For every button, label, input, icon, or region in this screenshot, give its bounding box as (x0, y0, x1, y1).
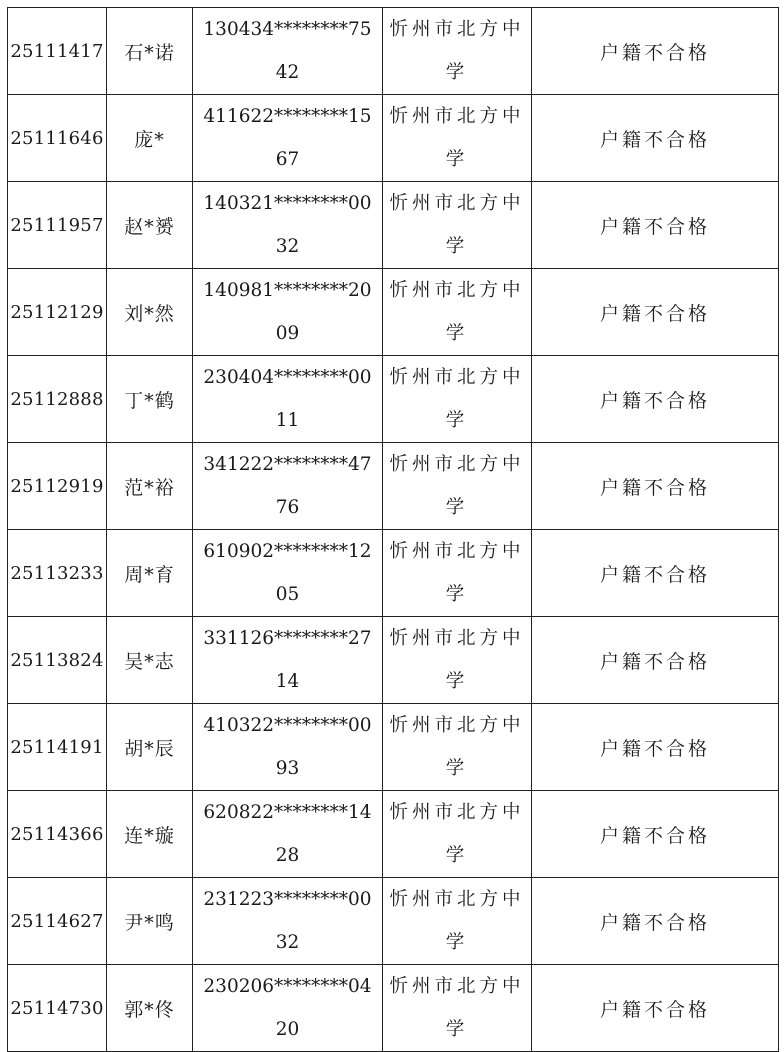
school-line-1: 忻州市北方中 (389, 628, 525, 649)
student-name-cell: 尹*鸣 (107, 878, 193, 965)
school-line-2: 学 (445, 149, 469, 170)
school-line-2: 学 (445, 584, 469, 605)
id-number-line-2: 76 (275, 497, 300, 518)
table-row (8, 530, 779, 617)
exam-number-cell: 25114366 (8, 791, 107, 878)
school-line-2: 学 (445, 671, 469, 692)
reason-cell: 户籍不合格 (532, 443, 779, 530)
student-name-cell: 庞* (107, 95, 193, 182)
table-row (8, 617, 779, 704)
id-number-line-2: 14 (275, 671, 300, 692)
reason-cell: 户籍不合格 (532, 530, 779, 617)
id-number-line-2: 05 (275, 584, 300, 605)
school-line-2: 学 (445, 845, 469, 866)
student-name-cell: 范*裕 (107, 443, 193, 530)
reason-cell: 户籍不合格 (532, 8, 779, 95)
school-line-1: 忻州市北方中 (389, 19, 525, 40)
student-name-cell: 连*璇 (107, 791, 193, 878)
reason-cell: 户籍不合格 (532, 617, 779, 704)
id-number-line-1: 140981********20 (203, 280, 372, 301)
exam-number-cell: 25114627 (8, 878, 107, 965)
student-name-cell: 周*育 (107, 530, 193, 617)
id-number-cell (193, 530, 383, 617)
table-row (8, 182, 779, 269)
id-number-line-1: 331126********27 (203, 628, 372, 649)
school-line-1: 忻州市北方中 (389, 976, 525, 997)
table-row (8, 95, 779, 182)
school-cell (383, 443, 532, 530)
school-cell (383, 269, 532, 356)
exam-number-cell: 25113824 (8, 617, 107, 704)
table-row (8, 356, 779, 443)
table-row (8, 443, 779, 530)
id-number-cell (193, 443, 383, 530)
school-line-2: 学 (445, 932, 469, 953)
id-number-cell (193, 95, 383, 182)
id-number-line-1: 231223********00 (203, 889, 372, 910)
school-cell (383, 530, 532, 617)
id-number-line-1: 620822********14 (203, 802, 372, 823)
id-number-cell (193, 8, 383, 95)
school-line-2: 学 (445, 323, 469, 344)
student-name-cell: 吴*志 (107, 617, 193, 704)
reason-cell: 户籍不合格 (532, 182, 779, 269)
id-number-line-1: 610902********12 (203, 541, 372, 562)
school-line-2: 学 (445, 497, 469, 518)
id-number-cell (193, 356, 383, 443)
student-name-cell: 赵*赟 (107, 182, 193, 269)
id-number-line-1: 130434********75 (203, 19, 372, 40)
exam-number-cell: 25112888 (8, 356, 107, 443)
school-cell (383, 704, 532, 791)
exam-number-cell: 25114191 (8, 704, 107, 791)
school-line-1: 忻州市北方中 (389, 715, 525, 736)
student-name-cell: 石*诺 (107, 8, 193, 95)
id-number-line-1: 410322********00 (203, 715, 372, 736)
school-line-1: 忻州市北方中 (389, 802, 525, 823)
id-number-line-2: 67 (275, 149, 300, 170)
id-number-line-1: 230404********00 (203, 367, 372, 388)
id-number-cell (193, 704, 383, 791)
exam-number-cell: 25113233 (8, 530, 107, 617)
id-number-line-2: 32 (275, 236, 300, 257)
roster-table (7, 7, 779, 1052)
id-number-line-1: 341222********47 (203, 454, 372, 475)
reason-cell: 户籍不合格 (532, 791, 779, 878)
table-row (8, 8, 779, 95)
reason-cell: 户籍不合格 (532, 704, 779, 791)
school-line-1: 忻州市北方中 (389, 280, 525, 301)
school-cell (383, 791, 532, 878)
exam-number-cell: 25112129 (8, 269, 107, 356)
reason-cell: 户籍不合格 (532, 356, 779, 443)
exam-number-cell: 25114730 (8, 965, 107, 1052)
id-number-line-1: 411622********15 (203, 106, 372, 127)
exam-number-cell: 25111957 (8, 182, 107, 269)
student-name-cell: 胡*辰 (107, 704, 193, 791)
id-number-line-2: 32 (275, 932, 300, 953)
id-number-line-2: 28 (275, 845, 300, 866)
id-number-line-2: 11 (275, 410, 300, 431)
id-number-line-1: 230206********04 (203, 976, 372, 997)
reason-cell: 户籍不合格 (532, 878, 779, 965)
exam-number-cell: 25111646 (8, 95, 107, 182)
id-number-line-2: 20 (275, 1019, 300, 1040)
student-name-cell: 刘*然 (107, 269, 193, 356)
id-number-cell (193, 617, 383, 704)
table-row (8, 704, 779, 791)
school-cell (383, 878, 532, 965)
school-line-1: 忻州市北方中 (389, 541, 525, 562)
table-row (8, 965, 779, 1052)
student-name-cell: 丁*鹤 (107, 356, 193, 443)
id-number-cell (193, 878, 383, 965)
id-number-cell (193, 791, 383, 878)
id-number-line-2: 42 (275, 62, 300, 83)
roster-table-body (8, 8, 779, 1052)
school-line-2: 学 (445, 758, 469, 779)
school-line-1: 忻州市北方中 (389, 193, 525, 214)
school-line-1: 忻州市北方中 (389, 367, 525, 388)
id-number-line-1: 140321********00 (203, 193, 372, 214)
school-cell (383, 182, 532, 269)
school-line-1: 忻州市北方中 (389, 454, 525, 475)
school-line-2: 学 (445, 236, 469, 257)
student-name-cell: 郭*佟 (107, 965, 193, 1052)
id-number-cell (193, 965, 383, 1052)
id-number-line-2: 09 (275, 323, 300, 344)
table-row (8, 791, 779, 878)
school-line-1: 忻州市北方中 (389, 106, 525, 127)
school-line-2: 学 (445, 1019, 469, 1040)
school-cell (383, 617, 532, 704)
reason-cell: 户籍不合格 (532, 269, 779, 356)
school-line-2: 学 (445, 62, 469, 83)
reason-cell: 户籍不合格 (532, 95, 779, 182)
id-number-cell (193, 269, 383, 356)
school-line-1: 忻州市北方中 (389, 889, 525, 910)
id-number-cell (193, 182, 383, 269)
table-row (8, 878, 779, 965)
exam-number-cell: 25111417 (8, 8, 107, 95)
school-cell (383, 8, 532, 95)
id-number-line-2: 93 (275, 758, 300, 779)
school-cell (383, 356, 532, 443)
school-cell (383, 95, 532, 182)
exam-number-cell: 25112919 (8, 443, 107, 530)
school-cell (383, 965, 532, 1052)
school-line-2: 学 (445, 410, 469, 431)
table-row (8, 269, 779, 356)
reason-cell: 户籍不合格 (532, 965, 779, 1052)
